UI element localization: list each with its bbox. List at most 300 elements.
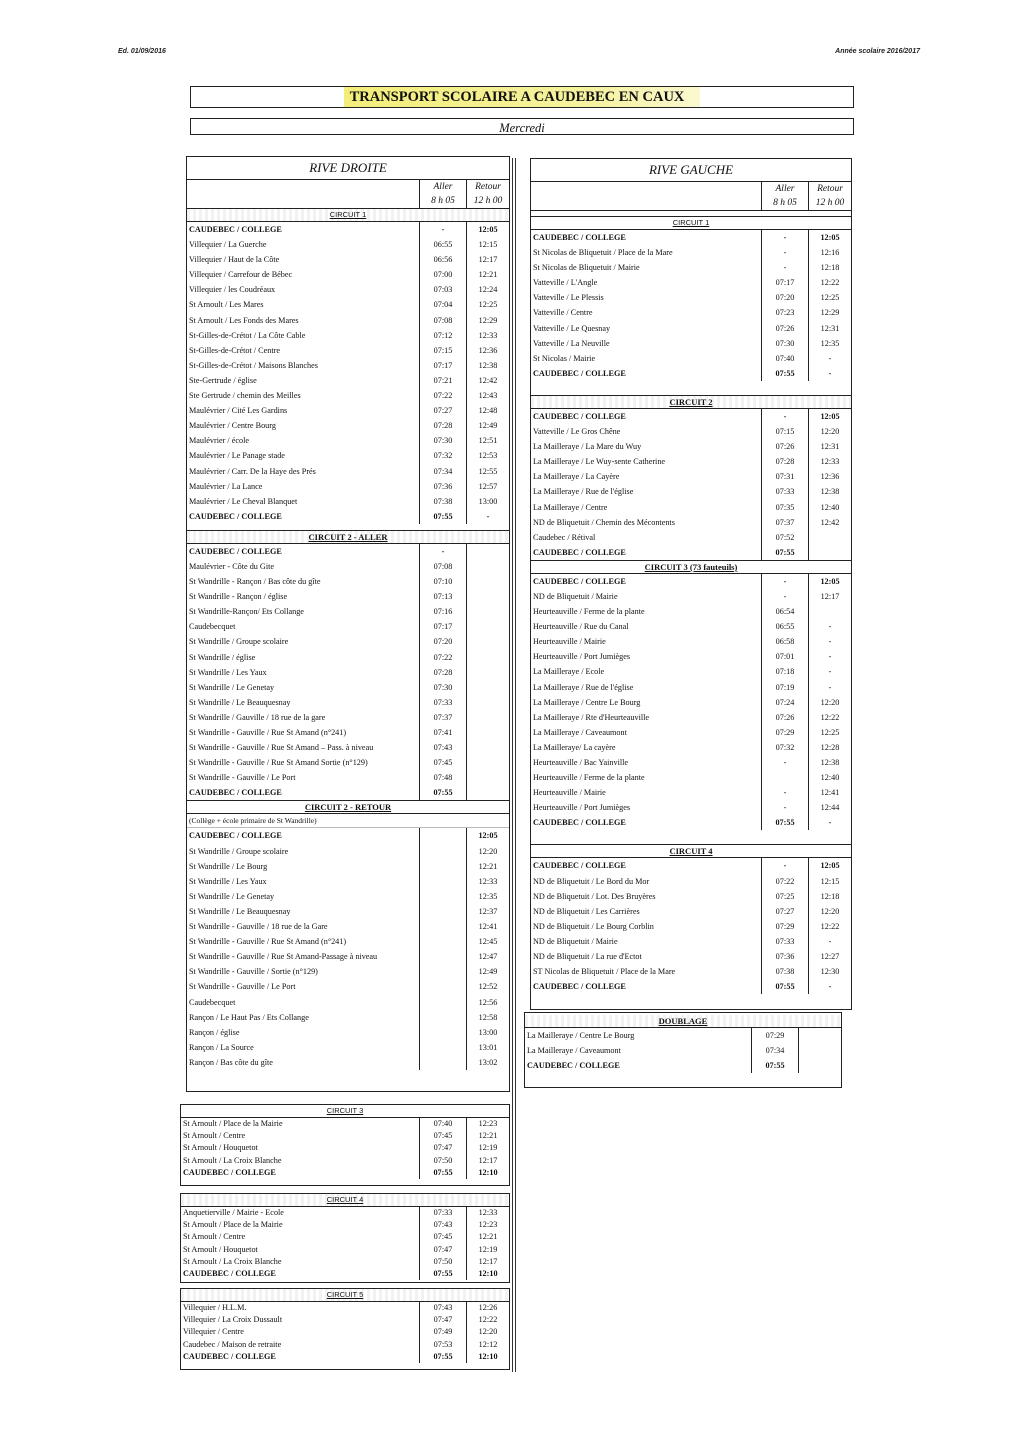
stop-name: CAUDEBEC / COLLEGE — [533, 861, 626, 871]
aller-time-cell — [419, 1025, 466, 1040]
retour-time-cell: 13:02 — [466, 1055, 509, 1070]
stop-name: CAUDEBEC / COLLEGE — [189, 788, 282, 798]
aller-time-cell: 07:15 — [761, 424, 808, 439]
retour-time-cell: 12:26 — [466, 1302, 509, 1314]
stop-name: St Nicolas de Bliquetuit / Place de la Mare — [533, 248, 673, 258]
aller-time-cell: 07:22 — [419, 650, 466, 665]
aller-time-cell: 07:36 — [419, 479, 466, 494]
stop-name: St Wandrille / Gauville / 18 rue de la gare — [189, 712, 326, 722]
aller-time-cell: - — [761, 409, 808, 424]
aller-time-cell — [419, 995, 466, 1010]
aller-time-cell: 07:28 — [761, 454, 808, 469]
aller-time-cell: 07:24 — [761, 695, 808, 710]
rive-droite-circuit-5 — [181, 1302, 509, 1363]
aller-time-cell: 07:33 — [419, 695, 466, 710]
aller-time-cell: 07:55 — [761, 366, 808, 381]
retour-time-cell: 12:53 — [466, 448, 509, 463]
stop-name: St Nicolas de Bliquetuit / Mairie — [533, 263, 640, 273]
retour-time-cell — [466, 544, 509, 559]
aller-time-cell: 07:32 — [761, 740, 808, 755]
aller-time-cell — [419, 889, 466, 904]
retour-time-cell: 12:05 — [466, 828, 509, 843]
retour-time-cell: 12:05 — [808, 409, 851, 424]
table-row — [531, 919, 851, 934]
retour-time-cell — [466, 725, 509, 740]
retour-time-cell: 13:00 — [466, 1025, 509, 1040]
table-row — [187, 433, 509, 448]
stop-name: Villequier / les Coudréaux — [189, 285, 276, 295]
stop-name: CAUDEBEC / COLLEGE — [533, 818, 626, 828]
aller-time-cell: 07:03 — [419, 282, 466, 297]
stop-name: St Wandrille - Gauville / Sortie (n°129) — [189, 967, 318, 977]
stop-name: Rançon / Le Haut Pas / Ets Collange — [189, 1012, 309, 1022]
table-row — [531, 230, 851, 245]
retour-time-cell: 12:36 — [808, 469, 851, 484]
retour-time-cell: 12:51 — [466, 433, 509, 448]
retour-time-cell: 12:44 — [808, 800, 851, 815]
aller-time-cell: 07:23 — [761, 305, 808, 320]
stop-name: Villequier / La Guerche — [189, 240, 267, 250]
stop-name: La Mailleraye / Centre Le Bourg — [527, 1031, 635, 1040]
retour-time-cell: 12:49 — [466, 964, 509, 979]
aller-time-cell — [761, 770, 808, 785]
stop-name: ND de Bliquetuit / Chemin des Mécontents — [533, 517, 675, 527]
retour-time-cell: 12:25 — [808, 725, 851, 740]
table-row — [187, 373, 509, 388]
circuit-header: DOUBLAGE — [525, 1015, 841, 1028]
retour-time-cell — [466, 634, 509, 649]
retour-time-cell — [466, 559, 509, 574]
stop-name: Ste-Gertrude / église — [189, 375, 257, 385]
retour-time-cell: 12:27 — [808, 949, 851, 964]
table-row — [531, 725, 851, 740]
rive-droite-circuit-4 — [181, 1207, 509, 1280]
circuit-header: CIRCUIT 4 — [531, 844, 851, 858]
retour-time-cell: 12:05 — [808, 574, 851, 589]
retour-time-cell — [798, 1028, 841, 1043]
stop-name: ND de Bliquetuit / Le Bord du Mor — [533, 876, 650, 886]
stop-name: St Arnoult / Centre — [183, 1131, 246, 1141]
circuit-header: CIRCUIT 2 - ALLER — [187, 530, 509, 544]
table-row — [187, 282, 509, 297]
aller-time-cell: 07:28 — [419, 665, 466, 680]
table-row — [187, 740, 509, 755]
retour-time-cell: 12:20 — [808, 904, 851, 919]
stop-name: Caudebecquet — [189, 997, 236, 1007]
aller-time-cell: 07:55 — [419, 1167, 466, 1179]
stop-name: CAUDEBEC / COLLEGE — [189, 831, 282, 841]
retour-time-cell: 12:21 — [466, 1231, 509, 1243]
stop-name: Vatteville / L'Angle — [533, 278, 598, 288]
table-row — [531, 904, 851, 919]
aller-time-cell: 07:55 — [761, 979, 808, 994]
aller-time-cell: 07:35 — [761, 500, 808, 515]
aller-time-cell: 07:33 — [419, 1207, 466, 1219]
retour-time-cell: 12:20 — [466, 844, 509, 859]
stop-name: Maulévrier / La Lance — [189, 481, 263, 491]
aller-time-cell: 07:55 — [419, 1268, 466, 1280]
table-row — [181, 1219, 509, 1231]
table-row — [531, 710, 851, 725]
retour-time-cell — [808, 604, 851, 619]
stop-name: CAUDEBEC / COLLEGE — [183, 1351, 276, 1361]
table-row — [525, 1043, 841, 1058]
table-row — [531, 545, 851, 560]
stop-name: St Wandrille - Gauville / Rue St Amand-Passage à niveau — [189, 952, 378, 962]
table-row — [187, 494, 509, 509]
retour-time-cell: 12:38 — [808, 484, 851, 499]
table-row — [181, 1167, 509, 1179]
aller-time-cell: 07:43 — [419, 740, 466, 755]
aller-time-cell: 07:37 — [761, 515, 808, 530]
table-row — [187, 559, 509, 574]
circuit-header: CIRCUIT 2 - RETOUR — [187, 800, 509, 814]
circuit-header: CIRCUIT 3 — [181, 1105, 509, 1118]
retour-time-cell — [798, 1043, 841, 1058]
stop-name: St Wandrille / Le Genetay — [189, 682, 275, 692]
stop-name: Ste Gertrude / chemin des Meilles — [189, 391, 301, 401]
table-row — [531, 755, 851, 770]
stop-name: St Wandrille / Groupe scolaire — [189, 637, 289, 647]
aller-time-cell: 07:15 — [419, 343, 466, 358]
retour-time-cell: 12:48 — [466, 403, 509, 418]
table-row — [531, 305, 851, 320]
retour-time-cell: 12:19 — [466, 1142, 509, 1154]
rive-gauche-doublage — [525, 1028, 841, 1073]
aller-time-cell: 06:54 — [761, 604, 808, 619]
retour-header: Retour — [808, 182, 851, 196]
circuit-header: CIRCUIT 2 — [531, 395, 851, 409]
aller-time-cell: 07:22 — [761, 874, 808, 889]
table-row — [187, 1055, 509, 1070]
stop-name: St Wandrille - Gauville / Rue St Amand (n°241) — [189, 937, 347, 947]
stop-name: St Wandrille / Le Beauquesnay — [189, 697, 291, 707]
table-row — [531, 785, 851, 800]
aller-time: 8 h 05 — [419, 194, 466, 208]
retour-time-cell: 12:45 — [466, 934, 509, 949]
aller-time-cell: 07:47 — [419, 1244, 466, 1256]
aller-time-cell: 07:55 — [419, 509, 466, 524]
stop-name: St Wandrille - Gauville / Le Port — [189, 773, 296, 783]
stop-name: La Mailleraye / Caveaumont — [527, 1046, 621, 1056]
stop-name: Heurteauville / Port Jumièges — [533, 803, 631, 813]
aller-time-cell: 07:45 — [419, 1130, 466, 1142]
retour-time-cell: 12:22 — [808, 275, 851, 290]
table-row — [187, 979, 509, 994]
aller-time-cell: 07:21 — [419, 373, 466, 388]
aller-time-cell — [419, 964, 466, 979]
aller-time-cell: 07:30 — [761, 336, 808, 351]
stop-name: St Wandrille / Groupe scolaire — [189, 846, 289, 856]
table-row — [531, 336, 851, 351]
aller-time-cell: 07:04 — [419, 297, 466, 312]
retour-time-cell: - — [808, 934, 851, 949]
stop-name: St Wandrille - Rançon / église — [189, 592, 288, 602]
table-row — [531, 649, 851, 664]
retour-time-cell: 12:25 — [466, 297, 509, 312]
aller-time-cell: 07:49 — [419, 1326, 466, 1338]
table-row — [531, 889, 851, 904]
retour-time-cell — [466, 680, 509, 695]
table-row — [187, 1010, 509, 1025]
stop-name: St Wandrille / Les Yaux — [189, 876, 267, 886]
stop-name: St-Gilles-de-Crétot / Maisons Blanches — [189, 360, 318, 370]
table-row — [531, 321, 851, 336]
aller-time-cell: 07:13 — [419, 589, 466, 604]
table-row — [187, 267, 509, 282]
stop-name: St-Gilles-de-Crétot / Centre — [189, 345, 280, 355]
stop-name: Heurteauville / Ferme de la plante — [533, 607, 645, 617]
circuit-header: CIRCUIT 5 — [181, 1289, 509, 1302]
table-row — [531, 800, 851, 815]
rive-droite-circuit-4-box — [180, 1193, 510, 1283]
table-row — [187, 964, 509, 979]
aller-time-cell: 07:55 — [751, 1058, 798, 1073]
stop-name: Caudebec / Rétival — [533, 532, 596, 542]
aller-time-cell: 07:12 — [419, 328, 466, 343]
stop-name: Heurteauville / Mairie — [533, 788, 606, 798]
retour-time-cell: 12:21 — [466, 267, 509, 282]
aller-time-cell: 07:45 — [419, 1231, 466, 1243]
stop-name: Villequier / Carrefour de Bébec — [189, 270, 293, 280]
table-row — [181, 1130, 509, 1142]
aller-time: 8 h 05 — [761, 196, 808, 210]
stop-name: St Arnoult / Place de la Mairie — [183, 1220, 283, 1230]
retour-time-cell: 12:40 — [808, 770, 851, 785]
rive-droite-section — [186, 156, 510, 1092]
table-row — [187, 358, 509, 373]
rive-gauche-circuit-3 — [531, 574, 851, 831]
subtitle-banner — [190, 118, 854, 135]
table-row — [187, 619, 509, 634]
aller-time-cell: - — [761, 260, 808, 275]
stop-name: St Wandrille-Rançon/ Ets Collange — [189, 607, 304, 617]
retour-time-cell: 12:31 — [808, 439, 851, 454]
table-row — [525, 1058, 841, 1073]
stop-name: La Mailleraye / Rue de l'église — [533, 682, 634, 692]
aller-time-cell: 07:32 — [419, 448, 466, 463]
table-row — [187, 448, 509, 463]
aller-time-cell: - — [761, 800, 808, 815]
table-row — [531, 530, 851, 545]
table-row — [187, 755, 509, 770]
table-row — [181, 1256, 509, 1268]
table-row — [187, 634, 509, 649]
page-title: TRANSPORT SCOLAIRE A CAUDEBEC EN CAUX — [344, 87, 701, 107]
retour-time-cell: 12:15 — [808, 874, 851, 889]
table-row — [531, 409, 851, 424]
table-row — [531, 979, 851, 994]
retour-time-cell: 12:42 — [808, 515, 851, 530]
table-row — [181, 1302, 509, 1314]
retour-time-cell: 12:49 — [466, 418, 509, 433]
stop-name: Rançon / Bas côte du gîte — [189, 1057, 273, 1067]
aller-time-cell: 07:55 — [419, 1351, 466, 1363]
table-row — [187, 695, 509, 710]
aller-header: Aller — [761, 182, 808, 196]
table-row — [531, 424, 851, 439]
aller-time-cell: 07:38 — [761, 964, 808, 979]
table-row — [531, 740, 851, 755]
retour-time-cell: 12:22 — [808, 710, 851, 725]
retour-time-cell: - — [808, 619, 851, 634]
retour-time-cell: 13:01 — [466, 1040, 509, 1055]
table-row — [187, 665, 509, 680]
table-row — [187, 418, 509, 433]
retour-time-cell: - — [808, 649, 851, 664]
aller-time-cell: - — [761, 785, 808, 800]
stop-name: Maulévrier / Carr. De la Haye des Prés — [189, 466, 316, 476]
aller-time-cell — [419, 828, 466, 843]
aller-time-cell: 07:30 — [419, 680, 466, 695]
retour-time-cell: 12:15 — [466, 237, 509, 252]
aller-time-cell: 07:22 — [419, 388, 466, 403]
aller-time-cell — [419, 934, 466, 949]
retour-time-cell: - — [808, 351, 851, 366]
retour-time-cell — [466, 755, 509, 770]
stop-name: ND de Bliquetuit / Mairie — [533, 591, 618, 601]
retour-time-cell: 12:23 — [466, 1219, 509, 1231]
aller-time-cell: 07:26 — [761, 439, 808, 454]
retour-time-cell: 12:58 — [466, 1010, 509, 1025]
stop-name: Rançon / église — [189, 1027, 240, 1037]
retour-time-cell: 12:12 — [466, 1339, 509, 1351]
rive-droite-circuit-5-box — [180, 1288, 510, 1370]
table-row — [187, 479, 509, 494]
retour-time-cell — [466, 604, 509, 619]
retour-time-cell: 12:38 — [808, 755, 851, 770]
title-banner — [190, 86, 854, 108]
retour-time-cell: 12:31 — [808, 321, 851, 336]
aller-time-cell: 07:55 — [419, 785, 466, 800]
retour-time-cell: 12:24 — [466, 282, 509, 297]
table-row — [531, 858, 851, 873]
retour-time-cell: 12:29 — [808, 305, 851, 320]
table-row — [531, 245, 851, 260]
retour-time-cell: 12:33 — [466, 874, 509, 889]
table-row — [187, 297, 509, 312]
stop-name: Heurteauville / Port Jumièges — [533, 652, 631, 662]
stop-name: St Arnoult / Houquetot — [183, 1143, 258, 1153]
table-row — [187, 934, 509, 949]
stop-name: Maulévrier / Centre Bourg — [189, 421, 276, 431]
aller-time-cell: 07:30 — [419, 433, 466, 448]
table-row — [187, 509, 509, 524]
retour-time-cell: 12:05 — [808, 858, 851, 873]
stop-name: Vatteville / Le Plessis — [533, 293, 604, 303]
retour-time-cell: 12:56 — [466, 995, 509, 1010]
aller-time-cell: - — [761, 858, 808, 873]
retour-time-cell: 12:38 — [466, 358, 509, 373]
table-row — [531, 604, 851, 619]
retour-header: Retour — [466, 180, 509, 194]
stop-name: La Mailleraye / La Cayère — [533, 472, 620, 482]
table-row — [187, 574, 509, 589]
stop-name: CAUDEBEC / COLLEGE — [533, 982, 626, 992]
aller-time-cell: - — [761, 230, 808, 245]
aller-time-cell: 07:17 — [419, 358, 466, 373]
aller-time-cell: 07:28 — [419, 418, 466, 433]
aller-time-cell: 07:31 — [761, 469, 808, 484]
stop-name: CAUDEBEC / COLLEGE — [533, 368, 626, 378]
retour-time-cell: 12:28 — [808, 740, 851, 755]
table-row — [187, 725, 509, 740]
stop-name: Villequier / Haut de la Côte — [189, 255, 280, 265]
stop-name: CAUDEBEC / COLLEGE — [533, 547, 626, 557]
stop-name: St Arnoult / Les Fonds des Mares — [189, 315, 299, 325]
retour-time-cell: 12:17 — [808, 589, 851, 604]
aller-time-cell: 07:17 — [761, 275, 808, 290]
stop-name: La Mailleraye / La Mare du Wuy — [533, 442, 642, 452]
table-row — [531, 664, 851, 679]
retour-time-cell — [466, 650, 509, 665]
retour-time-cell: 12:05 — [808, 230, 851, 245]
aller-header: Aller — [419, 180, 466, 194]
retour-time-cell: 12:30 — [808, 964, 851, 979]
aller-time-cell: 07:33 — [761, 484, 808, 499]
table-row — [187, 222, 509, 237]
stop-name: St Wandrille - Gauville / Rue St Amand Sortie (n°129) — [189, 758, 368, 768]
aller-time-cell — [419, 1010, 466, 1025]
retour-time-cell: 12:33 — [466, 328, 509, 343]
aller-time-cell: 07:55 — [761, 815, 808, 830]
aller-time-cell: 07:00 — [419, 267, 466, 282]
retour-time-cell: 12:22 — [808, 919, 851, 934]
rive-gauche-circuit-2 — [531, 409, 851, 560]
table-row — [187, 1040, 509, 1055]
table-row — [181, 1244, 509, 1256]
aller-time-cell: 07:18 — [761, 664, 808, 679]
rive-gauche-section — [530, 158, 852, 1010]
stop-name: Maulévrier / école — [189, 436, 250, 446]
circuit-header: CIRCUIT 1 — [187, 208, 509, 222]
stop-name: CAUDEBEC / COLLEGE — [533, 233, 626, 242]
table-row — [187, 785, 509, 800]
aller-time-cell: - — [761, 574, 808, 589]
aller-time-cell: 07:37 — [419, 710, 466, 725]
rive-gauche-circuit-4 — [531, 858, 851, 994]
retour-time-cell: 12:05 — [466, 222, 509, 237]
retour-time-cell — [466, 770, 509, 785]
table-row — [187, 328, 509, 343]
retour-time-cell — [466, 695, 509, 710]
table-row — [187, 844, 509, 859]
stop-name: CAUDEBEC / COLLEGE — [183, 1167, 276, 1177]
column-header-labels — [187, 180, 509, 194]
aller-time-cell: 07:38 — [419, 494, 466, 509]
table-row — [187, 604, 509, 619]
aller-time-cell: 07:26 — [761, 321, 808, 336]
retour-time-cell — [466, 574, 509, 589]
stop-name: CAUDEBEC / COLLEGE — [189, 511, 282, 521]
stop-name: La Mailleraye / Rue de l'église — [533, 487, 634, 497]
table-row — [187, 237, 509, 252]
table-row — [187, 874, 509, 889]
table-row — [531, 515, 851, 530]
stop-name: St Arnoult / La Croix Blanche — [183, 1155, 282, 1165]
circuit-header: CIRCUIT 1 — [531, 216, 851, 230]
table-row — [531, 454, 851, 469]
aller-time-cell: 07:40 — [419, 1118, 466, 1130]
stop-name: Anquetierville / Mairie - Ecole — [183, 1208, 284, 1217]
retour-time-cell: 12:21 — [466, 1130, 509, 1142]
rive-droite-circuit-3-box — [180, 1104, 510, 1186]
retour-time-cell: 12:35 — [466, 889, 509, 904]
table-row — [531, 964, 851, 979]
retour-time-cell: 12:10 — [466, 1351, 509, 1363]
aller-time-cell — [419, 844, 466, 859]
retour-time-cell: 12:19 — [466, 1244, 509, 1256]
